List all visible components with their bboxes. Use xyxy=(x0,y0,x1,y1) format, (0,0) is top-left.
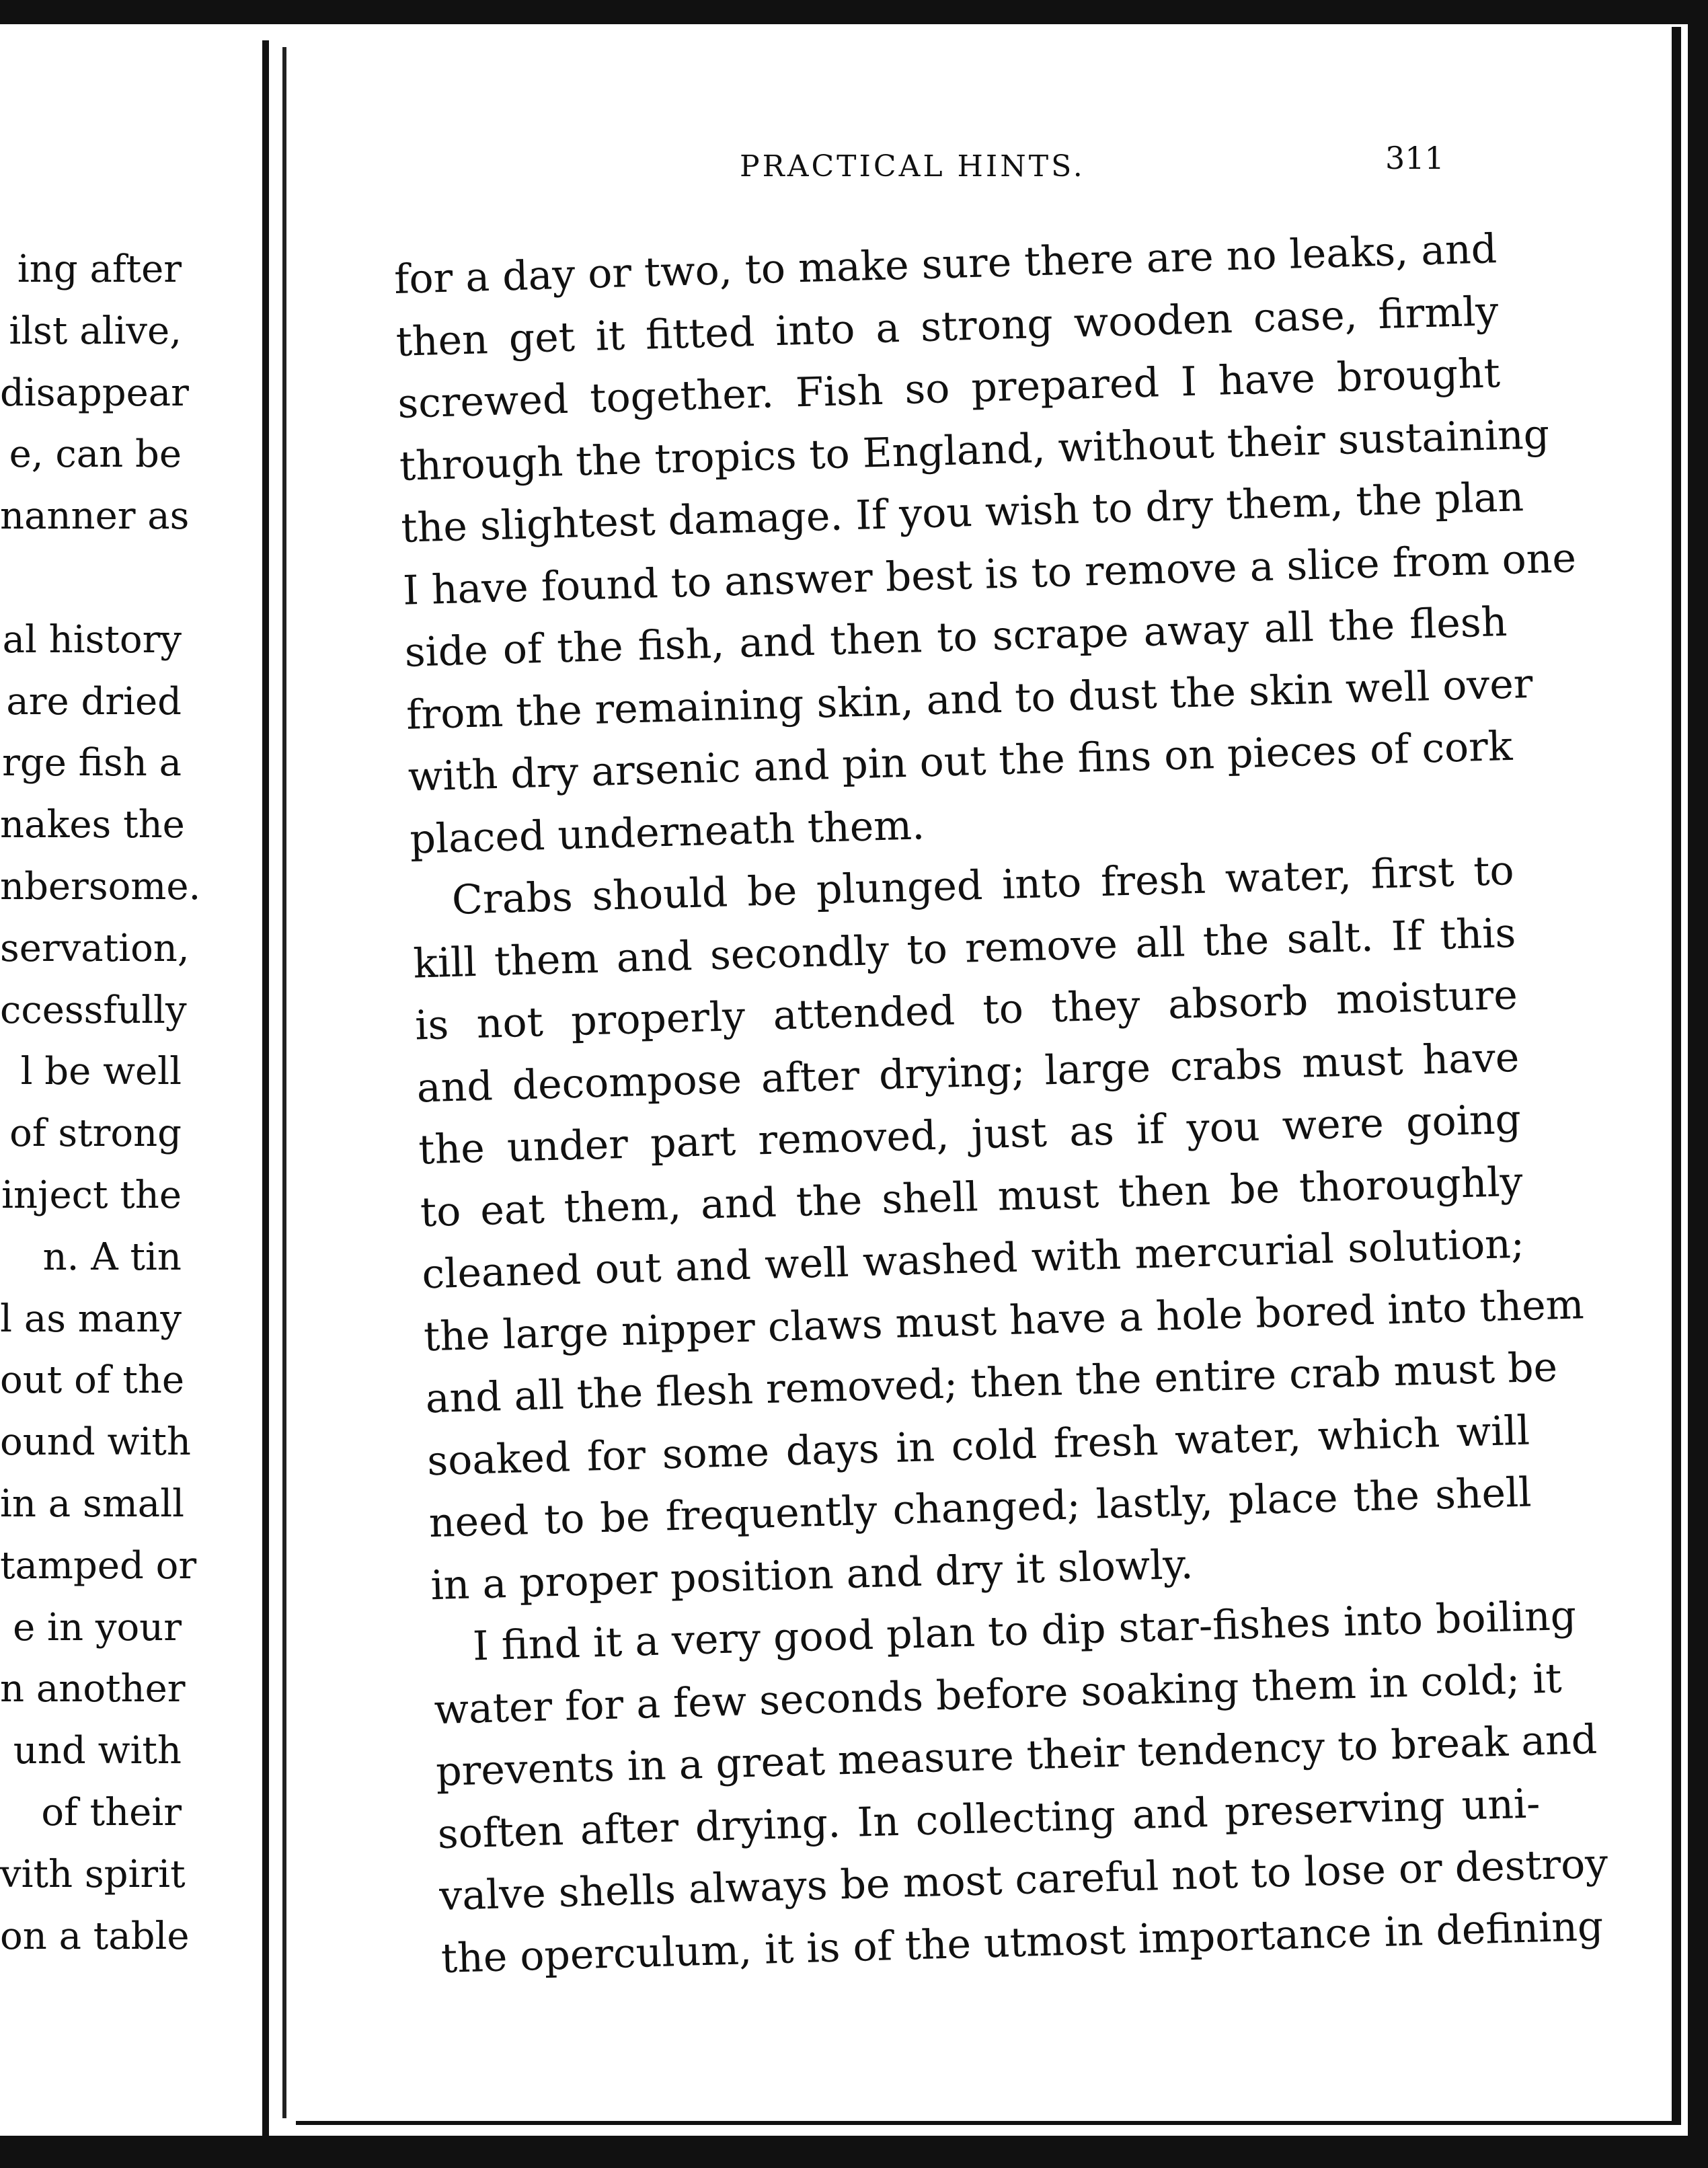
text-line: side of the fish, and then to scrape away all the flesh xyxy=(403,598,1508,676)
left-fragment-line: of strong xyxy=(9,1112,182,1156)
left-fragment-line: rge fish a xyxy=(2,741,182,785)
text-line: and decompose after drying; large crabs must have xyxy=(416,1034,1520,1112)
text-line: then get it fitted into a strong wooden case, firmly xyxy=(395,287,1500,366)
left-fragment-line: disappear xyxy=(0,371,189,415)
left-fragment-line: e, can be xyxy=(9,432,182,477)
running-head: PRACTICAL HINTS. xyxy=(740,149,1085,184)
text-line: from the remaining skin, and to dust the skin well over xyxy=(405,660,1534,739)
text-line: I have found to answer best is to remove a slice from one xyxy=(402,534,1577,615)
text-line: screwed together. Fish so prepared I have brought xyxy=(397,350,1501,428)
text-line: is not properly attended to they absorb moisture xyxy=(414,971,1518,1050)
left-fragment-line: l as many xyxy=(0,1296,182,1341)
scan-bottom-border xyxy=(0,2136,1708,2168)
text-line: the large nipper claws must have a hole bored into them xyxy=(423,1280,1585,1360)
text-line: the operculum, it is of the utmost importance in defining xyxy=(440,1902,1604,1982)
left-fragment-line: ccessfully xyxy=(0,988,187,1032)
text-line: I find it a very good plan to dip star-fishes into boiling xyxy=(472,1592,1577,1670)
left-fragment-line: out of the xyxy=(0,1358,185,1403)
book-gutter xyxy=(282,47,286,2118)
left-fragment-line: und with xyxy=(13,1729,182,1773)
left-fragment-line: nakes the xyxy=(0,803,185,847)
text-line: and all the flesh removed; then the entire crab must be xyxy=(424,1344,1558,1423)
left-fragment-line: ing after xyxy=(17,247,182,291)
left-fragment-line: ilst alive, xyxy=(9,309,182,353)
page-number: 311 xyxy=(1385,140,1444,176)
paragraph-3 xyxy=(432,1586,1609,1990)
text-line: for a day or two, to make sure there are no leaks, and xyxy=(393,225,1498,303)
paragraph-2 xyxy=(411,840,1585,1617)
text-line: through the tropics to England, without their sustaining xyxy=(399,410,1550,490)
text-line: prevents in a great measure their tendency to break and xyxy=(435,1715,1598,1796)
text-line: the slightest damage. If you wish to dry them, the plan xyxy=(400,473,1524,552)
text-line: placed underneath them. xyxy=(409,801,926,863)
text-line: soaked for some days in cold fresh water, which will xyxy=(426,1407,1530,1485)
text-line: cleaned out and well washed with mercurial solution; xyxy=(421,1220,1525,1299)
left-fragment-line: servation, xyxy=(0,926,190,970)
left-fragment-line: are dried xyxy=(6,679,182,724)
text-line: with dry arsenic and pin out the fins on pieces of cork xyxy=(407,722,1514,801)
left-fragment-line: n another xyxy=(0,1667,186,1711)
scan-right-border xyxy=(1688,0,1708,2168)
left-fragment-line: inject the xyxy=(1,1173,182,1217)
text-line: in a proper position and dry it slowly. xyxy=(430,1541,1194,1609)
text-line: kill them and secondly to remove all the salt. If this xyxy=(412,909,1517,988)
left-fragment-line: al history xyxy=(2,617,182,662)
left-fragment-line: nbersome. xyxy=(0,864,201,908)
text-line: Crabs should be plunged into fresh water, first to xyxy=(451,847,1515,924)
page-body xyxy=(393,218,1609,1990)
left-fragment-line: vith spirit xyxy=(0,1852,186,1896)
left-fragment-line: tamped or xyxy=(0,1543,197,1588)
left-fragment-line: n. A tin xyxy=(42,1235,182,1279)
left-fragment-line: e in your xyxy=(13,1605,182,1650)
text-line: water for a few seconds before soaking them in cold; it xyxy=(433,1654,1563,1734)
left-fragment-line: ound with xyxy=(0,1420,191,1465)
left-fragment-line: on a table xyxy=(0,1914,190,1958)
left-fragment-line: in a small xyxy=(0,1481,185,1526)
text-line: to eat them, and the shell must then be thoroughly xyxy=(420,1158,1524,1236)
left-page-text-fragments xyxy=(0,239,201,1967)
left-fragment-line: l be well xyxy=(20,1050,182,1094)
text-line: valve shells always be most careful not to lose or destroy xyxy=(438,1840,1609,1921)
paragraph-1 xyxy=(393,218,1577,870)
left-fragment-line: of their xyxy=(41,1790,182,1834)
scan-top-border xyxy=(0,0,1708,24)
left-fragment-line: nanner as xyxy=(0,494,190,539)
text-line: need to be frequently changed; lastly, place the shell xyxy=(428,1469,1532,1547)
text-line: the under part removed, just as if you were going xyxy=(418,1095,1522,1174)
text-line: soften after drying. In collecting and preserving uni- xyxy=(436,1779,1541,1858)
left-fragment-line xyxy=(0,547,182,609)
